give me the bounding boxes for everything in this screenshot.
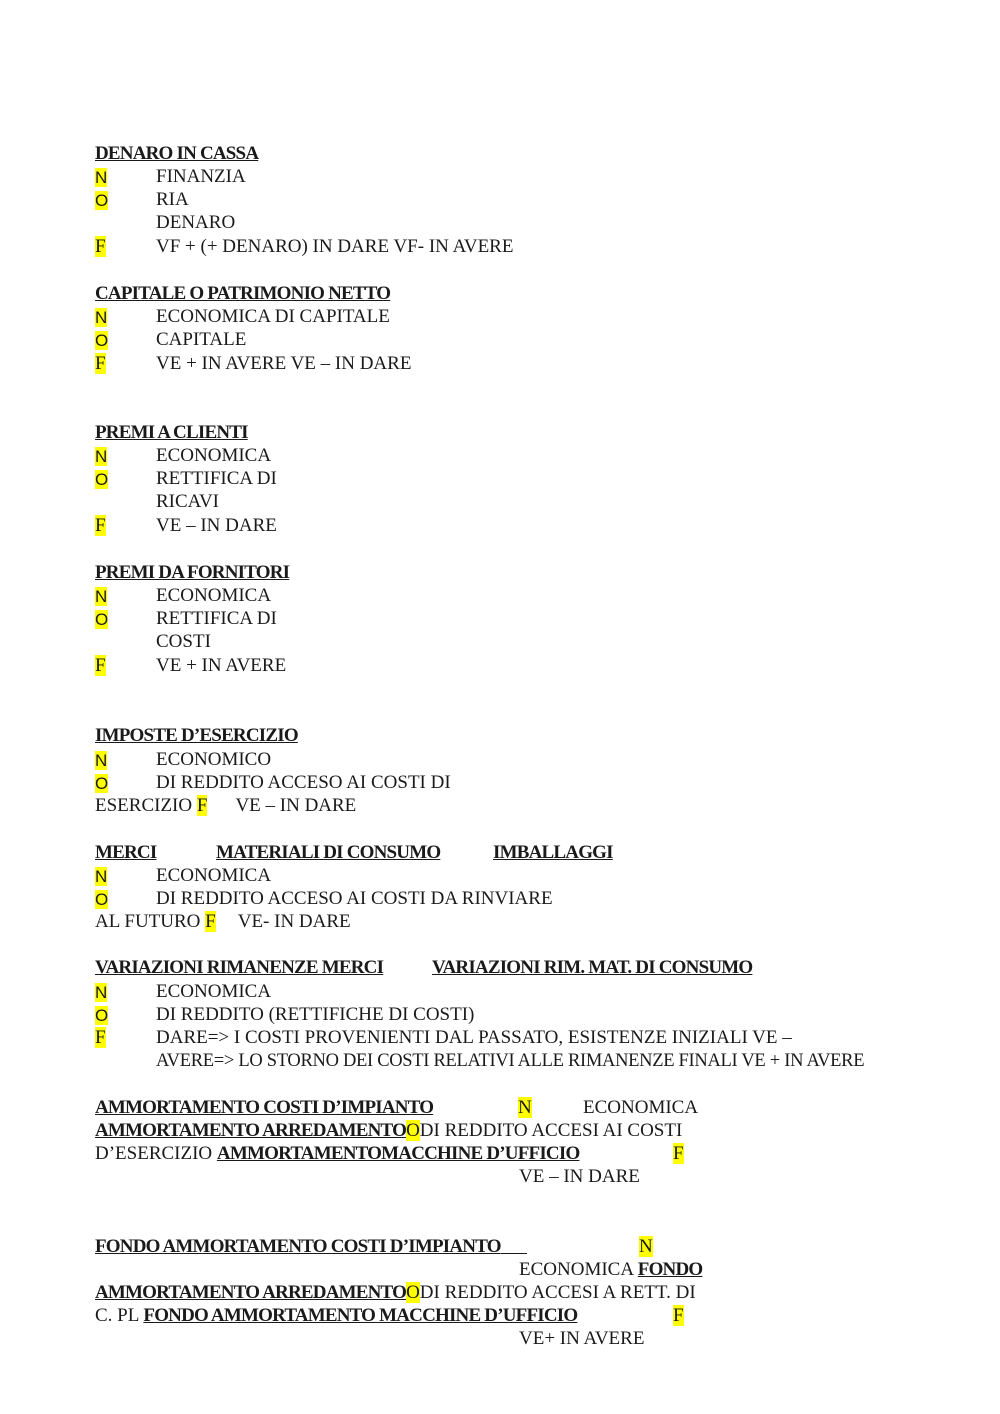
marker-f: F	[95, 353, 106, 374]
line: RETTIFICA DI	[156, 608, 277, 629]
marker-n: N	[518, 1097, 532, 1118]
line: VE – IN DARE	[156, 515, 277, 536]
line: ECONOMICA	[156, 865, 272, 886]
heading-ammortamento-arredamento: AMMORTAMENTO ARREDAMENTO	[95, 1120, 407, 1141]
heading-imposte-esercizio: IMPOSTE D’ESERCIZIO	[95, 725, 298, 746]
heading-fondo-ammortamento-macchine-ufficio: FONDO AMMORTAMENTO MACCHINE D’UFFICIO	[143, 1305, 578, 1326]
marker-o: O	[95, 610, 109, 629]
marker-o: O	[95, 191, 109, 210]
marker-n: N	[95, 751, 108, 770]
line: ESERCIZIO F VE – IN DARE	[95, 795, 357, 816]
marker-o: O	[95, 774, 109, 793]
marker-f: F	[196, 795, 208, 816]
marker-n: N	[639, 1236, 653, 1257]
line: ECONOMICA FONDO	[519, 1259, 703, 1280]
line: VE + IN AVERE	[156, 655, 287, 676]
heading-ammortamento-macchine-ufficio: AMMORTAMENTOMACCHINE D’UFFICIO	[216, 1143, 580, 1164]
line: DI REDDITO (RETTIFICHE DI COSTI)	[156, 1004, 475, 1025]
line: ECONOMICA	[583, 1097, 699, 1118]
line: ECONOMICA DI CAPITALE	[156, 306, 390, 327]
heading-imballaggi: IMBALLAGGI	[493, 842, 613, 863]
marker-n: N	[95, 983, 108, 1002]
heading-ammortamento-arredamento: AMMORTAMENTO ARREDAMENTO	[95, 1282, 407, 1303]
line: AVERE=> LO STORNO DEI COSTI RELATIVI ALLE RIMANENZE FINALI VE + IN AVERE	[156, 1051, 865, 1071]
marker-f: F	[673, 1305, 684, 1326]
marker-f: F	[95, 236, 106, 257]
marker-f: F	[673, 1143, 684, 1164]
line: ECONOMICA	[156, 981, 272, 1002]
line: DI REDDITO ACCESO AI COSTI DA RINVIARE	[156, 888, 553, 909]
heading-fondo-ammortamento-costi-impianto: FONDO AMMORTAMENTO COSTI D’IMPIANTO	[95, 1236, 501, 1257]
marker-n: N	[95, 587, 108, 606]
line	[95, 1236, 527, 1258]
line: AL FUTURO F VE- IN DARE	[95, 911, 351, 932]
marker-n: N	[95, 867, 108, 886]
line: CAPITALE	[156, 329, 247, 350]
heading-capitale: CAPITALE O PATRIMONIO NETTO	[95, 283, 391, 304]
line: VE + IN AVERE VE – IN DARE	[156, 353, 412, 374]
marker-f: F	[205, 911, 216, 932]
marker-o: O	[95, 470, 109, 489]
heading-ammortamento-costi-impianto: AMMORTAMENTO COSTI D’IMPIANTO	[95, 1097, 434, 1118]
heading-premi-da-fornitori: PREMI DA FORNITORI	[95, 562, 290, 583]
heading-merci: MERCI	[95, 842, 157, 863]
heading-fondo: FONDO	[637, 1259, 703, 1280]
line: ECONOMICA	[156, 585, 272, 606]
heading-denaro-in-cassa: DENARO IN CASSA	[95, 143, 259, 164]
line: FINANZIA	[156, 166, 246, 187]
marker-f: F	[95, 515, 106, 536]
line: VF + (+ DENARO) IN DARE VF- IN AVERE	[156, 236, 514, 257]
line: DI REDDITO ACCESO AI COSTI DI	[156, 772, 451, 793]
line: AMMORTAMENTO ARREDAMENTOODI REDDITO ACCESI A RETT. DI	[95, 1282, 696, 1303]
line: C. PL FONDO AMMORTAMENTO MACCHINE D’UFFICIO	[95, 1305, 578, 1326]
line: VE+ IN AVERE	[519, 1328, 645, 1349]
heading-materiali-di-consumo: MATERIALI DI CONSUMO	[216, 842, 441, 863]
line: RETTIFICA DI	[156, 468, 277, 489]
marker-o: O	[95, 331, 109, 350]
line: AMMORTAMENTO ARREDAMENTOODI REDDITO ACCESI AI COSTI	[95, 1120, 683, 1141]
marker-o: O	[95, 890, 109, 909]
line: D’ESERCIZIO AMMORTAMENTOMACCHINE D’UFFICIO	[95, 1143, 580, 1164]
marker-n: N	[95, 308, 108, 327]
heading-variazioni-rim-mat-consumo: VARIAZIONI RIM. MAT. DI CONSUMO	[432, 957, 753, 978]
line: ECONOMICA	[156, 445, 272, 466]
marker-o: O	[406, 1120, 420, 1141]
marker-f: F	[95, 655, 106, 676]
marker-n: N	[95, 447, 108, 466]
line: COSTI	[156, 631, 211, 652]
marker-o: O	[95, 1006, 109, 1025]
line: DENARO	[156, 212, 236, 233]
heading-variazioni-rimanenze-merci: VARIAZIONI RIMANENZE MERCI	[95, 957, 384, 978]
line: RICAVI	[156, 491, 219, 512]
line: DARE=> I COSTI PROVENIENTI DAL PASSATO, ESISTENZE INIZIALI VE –	[156, 1027, 792, 1048]
line: ECONOMICO	[156, 749, 272, 770]
marker-n: N	[95, 168, 108, 187]
line: VE – IN DARE	[519, 1166, 640, 1187]
line: RIA	[156, 189, 189, 210]
marker-o: O	[406, 1282, 420, 1303]
heading-premi-a-clienti: PREMI A CLIENTI	[95, 422, 248, 443]
marker-f: F	[95, 1027, 106, 1048]
